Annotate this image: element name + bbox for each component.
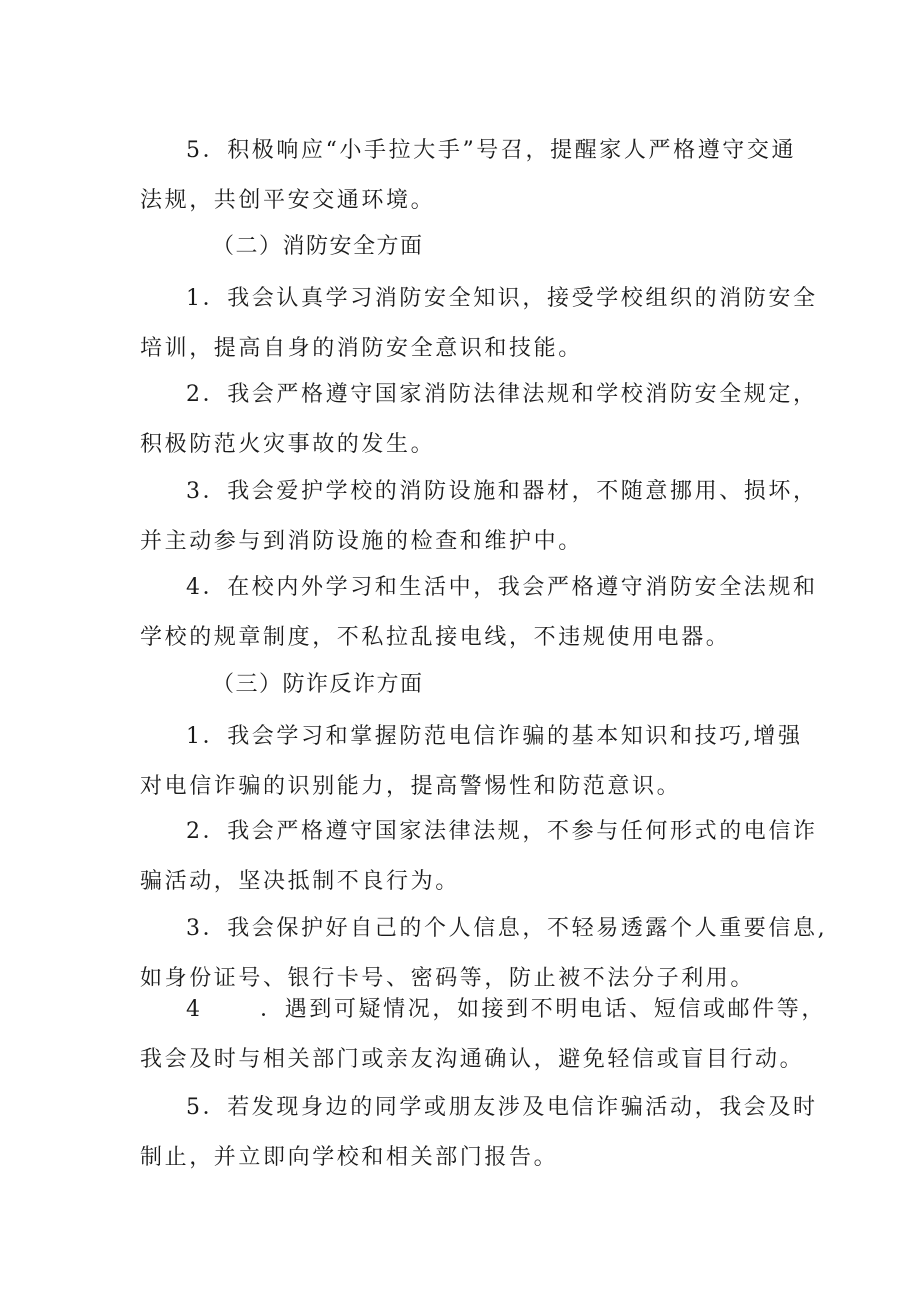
paragraph-fire-item-1 <box>0 274 920 374</box>
heading-text: （二）消防安全方面 <box>212 234 424 259</box>
paragraph-fraud-item-5 <box>0 1083 920 1183</box>
paragraph-line: 对电信诈骗的识别能力，提高警惕性和防范意识。 <box>140 774 682 799</box>
paragraph-line: 培训，提高自身的消防安全意识和技能。 <box>140 336 583 361</box>
paragraph-line: 2．我会严格遵守国家法律法规，不参与任何形式的电信诈 <box>186 819 818 844</box>
paragraph-fire-item-3 <box>0 467 920 567</box>
paragraph-line: 3．我会保护好自己的个人信息，不轻易透露个人重要信息, <box>186 916 828 941</box>
paragraph-line: 制止，并立即向学校和相关部门报告。 <box>140 1145 559 1170</box>
paragraph-fraud-item-1 <box>0 712 920 812</box>
paragraph-line: 2．我会严格遵守国家消防法律法规和学校消防安全规定， <box>186 382 818 407</box>
paragraph-line: 5．积极响应“小手拉大手”号召，提醒家人严格遵守交通 <box>186 138 797 163</box>
paragraph-line: 法规，共创平安交通环境。 <box>140 188 436 213</box>
paragraph-traffic-item-5 <box>0 126 920 226</box>
paragraph-line: 并主动参与到消防设施的检查和维护中。 <box>140 529 583 554</box>
paragraph-line: 4．在校内外学习和生活中，我会严格遵守消防安全法规和 <box>186 575 818 600</box>
paragraph-fraud-item-2 <box>0 807 920 907</box>
paragraph-line: 我会及时与相关部门或亲友沟通确认，避免轻信或盲目行动。 <box>140 1047 805 1072</box>
paragraph-fire-item-2 <box>0 370 920 470</box>
paragraph-line: 3．我会爱护学校的消防设施和器材，不随意挪用、损坏， <box>186 479 818 504</box>
paragraph-line: 如身份证号、银行卡号、密码等，防止被不法分子利用。 <box>140 966 756 991</box>
paragraph-line: 骗活动，坚决抵制不良行为。 <box>140 869 460 894</box>
section-heading-anti-fraud <box>0 660 920 710</box>
section-heading-fire-safety <box>0 222 920 272</box>
paragraph-fraud-item-4 <box>0 985 920 1085</box>
paragraph-line: 1．我会学习和掌握防范电信诈骗的基本知识和技巧,增强 <box>186 724 803 749</box>
paragraph-line: 积极防范火灾事故的发生。 <box>140 432 436 457</box>
paragraph-line: 1．我会认真学习消防安全知识，接受学校组织的消防安全 <box>186 286 818 311</box>
paragraph-line: 学校的规章制度，不私拉乱接电线，不违规使用电器。 <box>140 625 731 650</box>
paragraph-line: 4 ．遇到可疑情况，如接到不明电话、短信或邮件等， <box>186 997 826 1022</box>
heading-text: （三）防诈反诈方面 <box>212 672 424 697</box>
paragraph-fire-item-4 <box>0 563 920 663</box>
paragraph-line: 5．若发现身边的同学或朋友涉及电信诈骗活动，我会及时 <box>186 1095 818 1120</box>
